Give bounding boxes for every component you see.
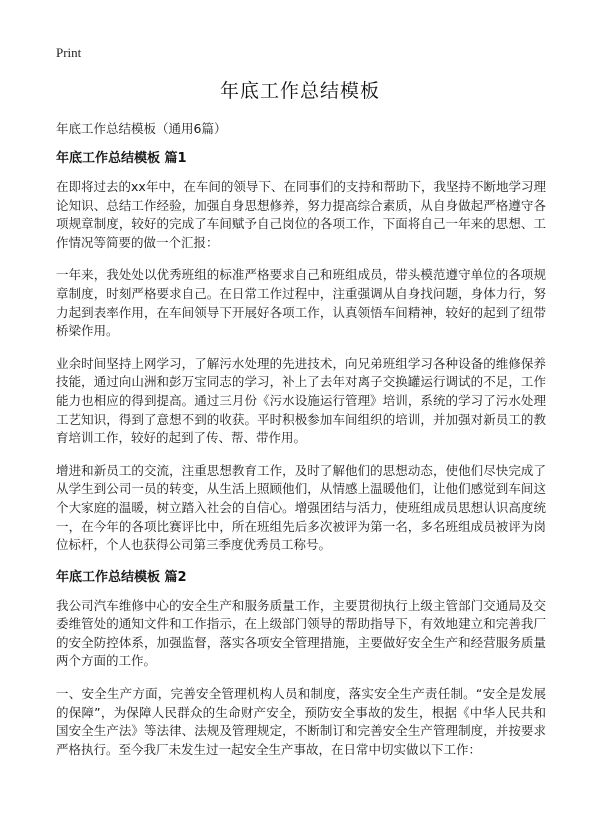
paragraph: 增进和新员工的交流，注重思想教育工作，及时了解他们的思想动态，使他们尽快完成了从学生到公司一员的转变，从生活上照顾他们，从情感上温暖他们，让他们感觉到车间这个大家庭的温暖，树立踏入社会的自信心。增强团结与活力，使班组成员思想认识高度统一，在今年的各项比赛评比中，所在班组先后多次被评为第一名，多名班组成员被评为岗位标杆，个人也获得公司第三季度优秀员工称号。 <box>56 462 546 553</box>
paragraph: 在即将过去的xx年中，在车间的领导下、在同事们的支持和帮助下，我坚持不断地学习理论知识、总结工作经验，加强自身思想修养，努力提高综合素质，从自身做起严格遵守各项规章制度，较好的完成了车间赋予自己岗位的各项工作，下面将自己一年来的思想、工作情况等简要的做一个汇报： <box>56 179 546 250</box>
section-1 <box>56 150 546 555</box>
paragraph: 业余时间坚持上网学习，了解污水处理的先进技术，向兄弟班组学习各种设备的维修保养技能，通过向山洲和彭万宝同志的学习，补上了去年对离子交换罐运行调试的不足，工作能力也相应的得到提高。通过三月份《污水设施运行管理》培训，系统的学习了污水处理工艺知识，得到了意想不到的收获。平时积极参加车间组织的培训，并加强对新员工的教育培训工作，较好的起到了传、帮、带作用。 <box>56 355 546 446</box>
document-title: 年底工作总结模板 <box>219 80 380 102</box>
document-subtitle: 年底工作总结模板（通用6篇） <box>56 121 227 136</box>
section-heading: 年底工作总结模板 篇2 <box>56 569 187 585</box>
paragraph: 一年来，我处处以优秀班组的标准严格要求自己和班组成员，带头模范遵守单位的各项规章制度，时刻严格要求自己。在日常工作过程中，注重强调从自身找问题，身体力行，努力起到表率作用，在车间领导下开展好各项工作，认真领悟车间精神，较好的起到了纽带桥梁作用。 <box>56 267 546 339</box>
document-body <box>56 120 546 773</box>
print-link[interactable]: Print <box>56 45 82 60</box>
section-2 <box>56 569 546 760</box>
section-heading: 年底工作总结模板 篇1 <box>56 151 187 166</box>
paragraph: 一、安全生产方面，完善安全管理机构人员和制度，落实安全生产责任制。“安全是发展的保障”，为保障人民群众的生命财产安全，预防安全事故的发生，根据《中华人民共和国安全生产法》等法律、法规及管理规定，不断制订和完善安全生产管理制度，并按要求严格执行。至今我厂未发生过一起安全生产事故，在日常中切实做以下工作： <box>56 686 546 757</box>
paragraph: 我公司汽车维修中心的安全生产和服务质量工作，主要贯彻执行上级主管部门交通局及交委维管处的通知文件和工作指示，在上级部门领导的帮助指导下，有效地建立和完善我厂的安全防控体系，加强监督，落实各项安全管理措施，主要做好安全生产和经营服务质量两个方面的工作。 <box>56 597 546 669</box>
